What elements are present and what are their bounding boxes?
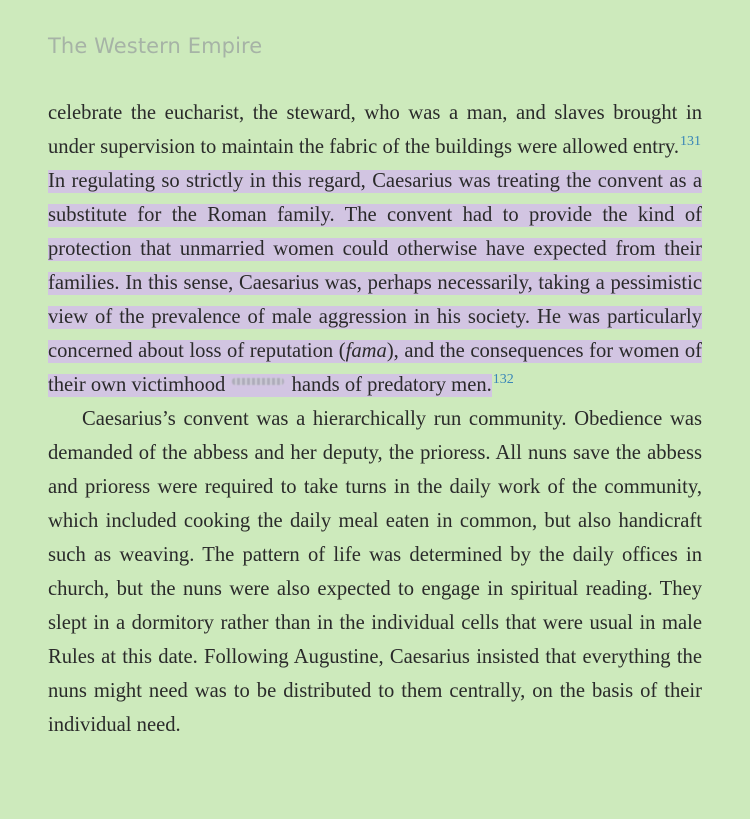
running-header: The Western Empire: [48, 34, 263, 58]
paragraph-1-text: celebrate the eucharist, the steward, who was a man, and slaves brought in under supervision to maintain the fabric of the buildings were allowed entry.: [48, 102, 702, 158]
highlighted-passage[interactable]: [48, 170, 702, 396]
footnote-ref-132[interactable]: 132: [492, 372, 514, 388]
footnote-ref-131[interactable]: 131: [680, 134, 701, 150]
highlight-text-b: ), and the consequences for women of their own victimhood: [48, 340, 702, 396]
highlight-text-a: In regulating so strictly in this regard, Caesarius was treating the convent as a substitute for the Roman family. The convent had to provide the kind of protection that unmarried women could otherwise have expected from their families. In this sense, Caesarius was, perhaps necessarily, taking a pessimistic view of the prevalence of male aggression in his society. He was particularly concerned about loss of reputation (: [48, 170, 702, 362]
highlight-italic-term: fama: [345, 340, 387, 362]
paragraph-2: Caesarius’s convent was a hierarchically run community. Obedience was demanded of the abbess and her deputy, the prioress. All nuns save the abbess and prioress were required to take turns in the daily work of the community, which included cooking the daily meal eaten in common, but also handicraft such as weaving. The pattern of life was determined by the daily offices in church, but the nuns were also expected to engage in spiritual reading. They slept in a dormitory rather than in the individual cells that were usual in male Rules at this date. Following Augustine, Caesarius insisted that everything the nuns might need was to be distributed to them centrally, on the basis of their individual need.: [48, 408, 702, 736]
paragraph-1: [48, 96, 702, 402]
body-text: [48, 96, 702, 742]
obscured-text: [232, 378, 284, 385]
highlight-text-c: hands of predatory men.: [291, 374, 492, 396]
